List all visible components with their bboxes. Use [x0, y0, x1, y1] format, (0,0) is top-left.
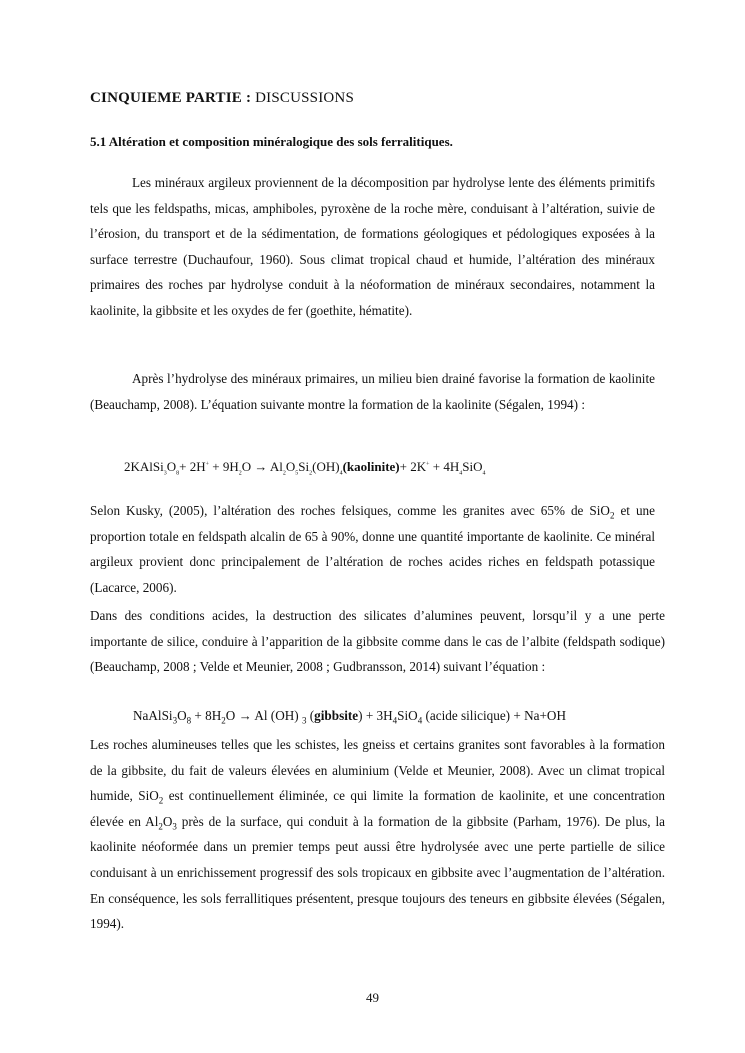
chapter-part: CINQUIEME PARTIE — [90, 90, 242, 106]
paragraph-5: Les roches alumineuses telles que les schistes, les gneiss et certains granites sont favorables à la formation de la gibbsite, du fait de valeurs élevées en aluminium (Velde et Meunier, 2008). Avec un climat tropical humide, SiO$_2$ est continuellement éliminée, ce qui limite la formation de kaolinite, et une concentration élevée en $Al_2O_3$ près de la surface, qui conduit à la formation de la gibbsite (Parham, 1976). De plus, la kaolinite néoformée dans un premier temps peut aussi être hydrolysée avec une perte partielle de silice conduisant à un enrichissement progressif des sols tropicaux en gibbsite avec l’augmentation de l’altération. En conséquence, les sols ferrallitiques présentent, presque toujours des teneurs en gibbsite élevées (Ségalen, 1994). — [90, 737, 666, 932]
paragraph-1: Les minéraux argileux proviennent de la décomposition par hydrolyse lente des éléments primitifs tels que les feldspaths, micas, amphiboles, pyroxène de la roche mère, conduisant à l’altération, suivie de l’érosion, du transport et de la sédimentation, de formations géologiques et pédologiques exposées à la surface terrestre (Duchaufour, 1960). Sous climat tropical chaud et humide, l’altération des minéraux primaires des roches par hydrolyse conduit à la néoformation de minéraux secondaires, notamment la kaolinite, la gibbsite et les oxydes de fer (goethite, hématite). — [90, 175, 655, 318]
paragraph-3: Selon Kusky, (2005), l’altération des roches felsiques, comme les granites avec 65% de SiO$_2$ et une proportion totale en feldspath alcalin de 65 à 90%, donne une quantité importante de kaolinite. Ce minéral argileux provient donc principalement de l’altération de roches acides riches en feldspath potassique (Lacarce, 2006). — [90, 503, 655, 595]
equation-gibbsite: $NaAlSi_3O_8 + 8H_2O \to Al$ (OH) $_3$ (gibbsite) + $3H_4SiO_4$ (acide silicique) + Na+OH — [133, 708, 566, 726]
paragraph-4: Dans des conditions acides, la destruction des silicates d’alumines peuvent, lorsqu’il y a une perte importante de silice, conduire à l’apparition de la gibbsite comme dans le cas de l’albite (feldspath sodique) (Beauchamp, 2008 ; Velde et Meunier, 2008 ; Gudbransson, 2014) suivant l’équation : — [90, 608, 665, 675]
section-heading: 5.1 Altération et composition minéralogique des sols ferralitiques. — [90, 134, 453, 149]
page-number: 49 — [366, 990, 379, 1005]
chapter-separator: : — [242, 90, 256, 106]
chapter-title: DISCUSSIONS — [255, 90, 355, 106]
paragraph-2: Après l’hydrolyse des minéraux primaires, un milieu bien drainé favorise la formation de kaolinite (Beauchamp, 2008). L’équation suivante montre la formation de la kaolinite (Ségalen, 1994) : — [90, 371, 655, 412]
equation-kaolinite: $2KAlSi_3O_8+ 2H^+ + 9H_2O$ → $Al_2O_5Si_2(OH)_4(kaolinite)+ 2K^+ + 4H_4SiO_4$ — [124, 459, 486, 477]
chapter-heading — [90, 90, 354, 107]
